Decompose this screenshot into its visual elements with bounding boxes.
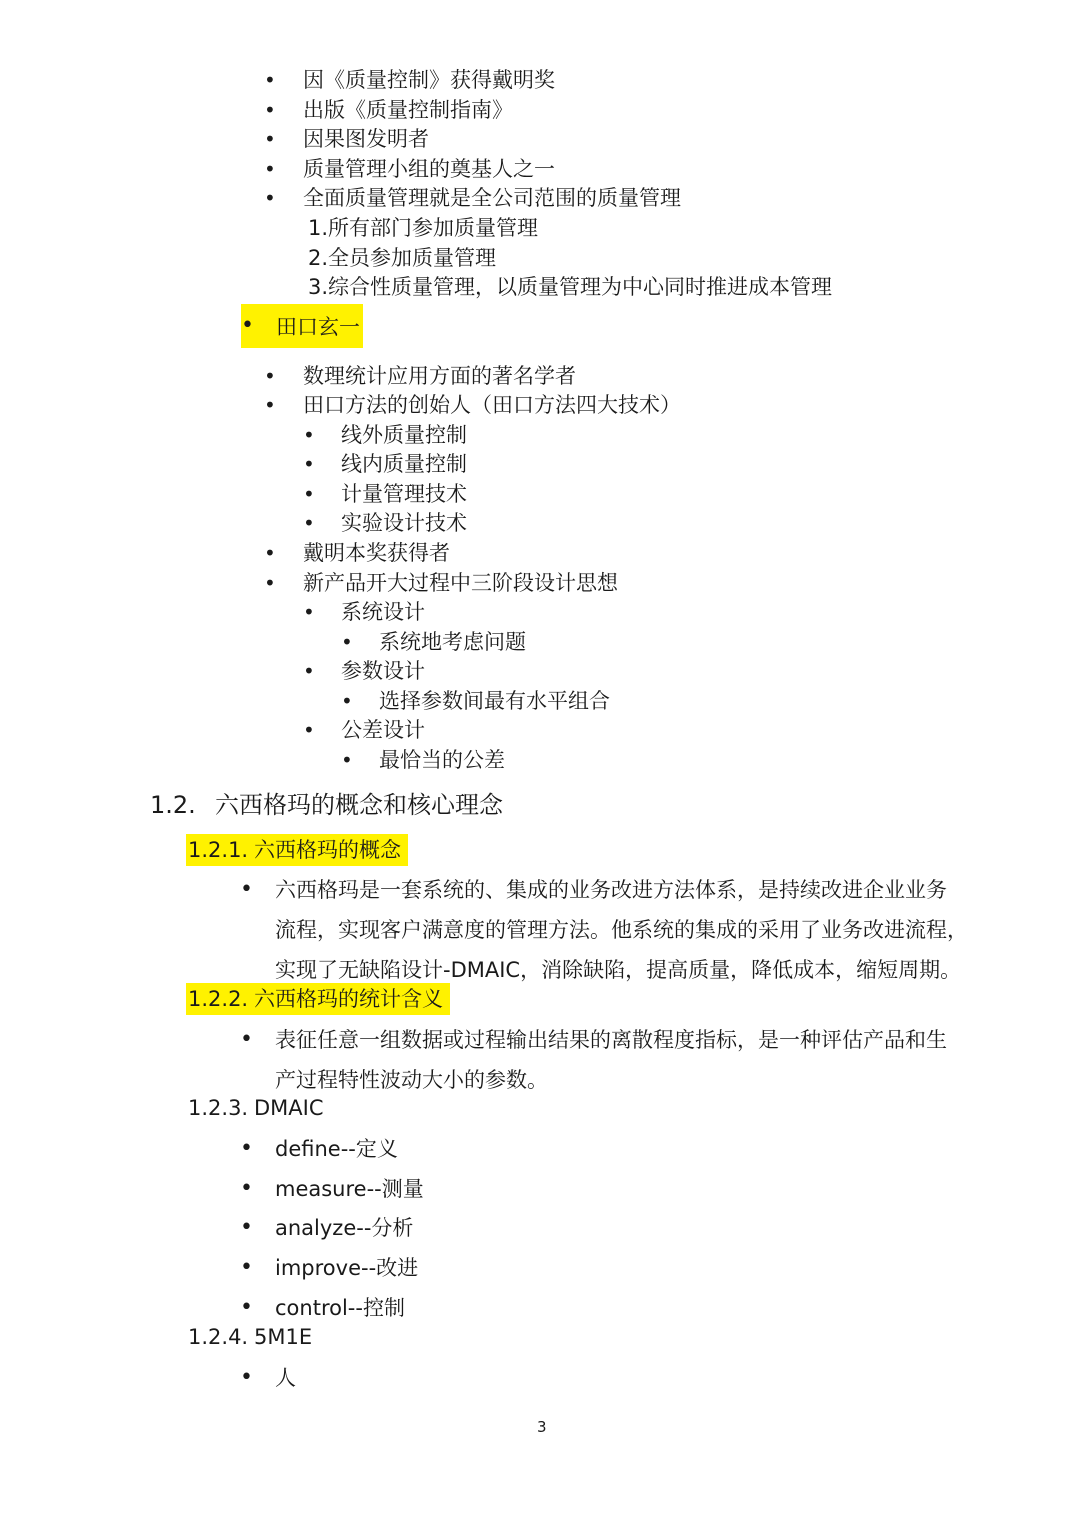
numbered-item: 3.综合性质量管理，以质量管理为中心同时推进成本管理 xyxy=(308,275,833,299)
subsection-number: 1.2.2. xyxy=(188,987,249,1011)
subsection-title: 六西格玛的概念 xyxy=(254,838,401,862)
bullet: • xyxy=(264,157,276,181)
subsection-number: 1.2.3. xyxy=(188,1096,249,1120)
paragraph-line: 流程，实现客户满意度的管理方法。他系统的集成的采用了业务改进流程， xyxy=(275,918,968,942)
bullet: • xyxy=(303,659,315,683)
bullet: • xyxy=(240,1215,253,1240)
list-item: 数理统计应用方面的著名学者 xyxy=(303,364,576,388)
list-item: analyze--分析 xyxy=(275,1216,414,1240)
numbered-item: 1.所有部门参加质量管理 xyxy=(308,216,539,240)
bullet: • xyxy=(264,364,276,388)
bullet: • xyxy=(240,1365,253,1390)
bullet: • xyxy=(240,877,253,902)
list-item: 实验设计技术 xyxy=(341,511,467,535)
list-item: 质量管理小组的奠基人之一 xyxy=(303,157,555,181)
list-item: 公差设计 xyxy=(341,718,425,742)
list-item: 田口方法的创始人（田口方法四大技术） xyxy=(303,393,681,417)
list-item: 选择参数间最有水平组合 xyxy=(379,689,610,713)
list-item: 新产品开大过程中三阶段设计思想 xyxy=(303,571,618,595)
bullet: • xyxy=(303,482,315,506)
list-item: 系统地考虑问题 xyxy=(379,630,526,654)
bullet: • xyxy=(303,511,315,535)
bullet: • xyxy=(264,393,276,417)
list-item: 参数设计 xyxy=(341,659,425,683)
list-item: 出版《质量控制指南》 xyxy=(303,98,513,122)
paragraph-line: 实现了无缺陷设计-DMAIC，消除缺陷，提高质量，降低成本，缩短周期。 xyxy=(275,958,962,982)
bullet: • xyxy=(303,600,315,624)
bullet: • xyxy=(240,1176,253,1201)
section-title: 六西格玛的概念和核心理念 xyxy=(215,791,503,819)
bullet: • xyxy=(264,68,276,92)
list-item: define--定义 xyxy=(275,1137,398,1161)
bullet: • xyxy=(303,718,315,742)
list-item: 最恰当的公差 xyxy=(379,748,505,772)
list-item: 全面质量管理就是全公司范围的质量管理 xyxy=(303,186,681,210)
bullet: • xyxy=(264,127,276,151)
subsection-title: 5M1E xyxy=(254,1325,313,1349)
list-item: 因果图发明者 xyxy=(303,127,429,151)
subsection-title: DMAIC xyxy=(254,1096,324,1120)
person-name: 田口玄一 xyxy=(276,315,360,339)
bullet: • xyxy=(264,98,276,122)
paragraph-line: 六西格玛是一套系统的、集成的业务改进方法体系，是持续改进企业业务 xyxy=(275,878,947,902)
page-number: 3 xyxy=(537,1418,547,1436)
bullet: • xyxy=(240,1255,253,1280)
paragraph-line: 表征任意一组数据或过程输出结果的离散程度指标，是一种评估产品和生 xyxy=(275,1028,947,1052)
list-item: 线内质量控制 xyxy=(341,452,467,476)
bullet: • xyxy=(264,571,276,595)
list-item: 戴明本奖获得者 xyxy=(303,541,450,565)
bullet: • xyxy=(303,423,315,447)
subsection-number: 1.2.1. xyxy=(188,838,249,862)
paragraph-line: 产过程特性波动大小的参数。 xyxy=(275,1068,548,1092)
subsection-number: 1.2.4. xyxy=(188,1325,249,1349)
bullet: • xyxy=(341,630,353,654)
bullet: • xyxy=(264,186,276,210)
subsection-title: 六西格玛的统计含义 xyxy=(254,987,443,1011)
numbered-item: 2.全员参加质量管理 xyxy=(308,246,497,270)
bullet: • xyxy=(241,313,254,338)
section-number: 1.2. xyxy=(150,791,196,819)
list-item: control--控制 xyxy=(275,1296,405,1320)
bullet: • xyxy=(264,541,276,565)
list-item: 线外质量控制 xyxy=(341,423,467,447)
bullet: • xyxy=(341,689,353,713)
list-item: 人 xyxy=(275,1366,296,1390)
list-item: measure--测量 xyxy=(275,1177,424,1201)
list-item: 系统设计 xyxy=(341,600,425,624)
bullet: • xyxy=(341,748,353,772)
bullet: • xyxy=(240,1295,253,1320)
list-item: 因《质量控制》获得戴明奖 xyxy=(303,68,555,92)
bullet: • xyxy=(240,1136,253,1161)
bullet: • xyxy=(240,1027,253,1052)
list-item: 计量管理技术 xyxy=(341,482,467,506)
list-item: improve--改进 xyxy=(275,1256,419,1280)
bullet: • xyxy=(303,452,315,476)
